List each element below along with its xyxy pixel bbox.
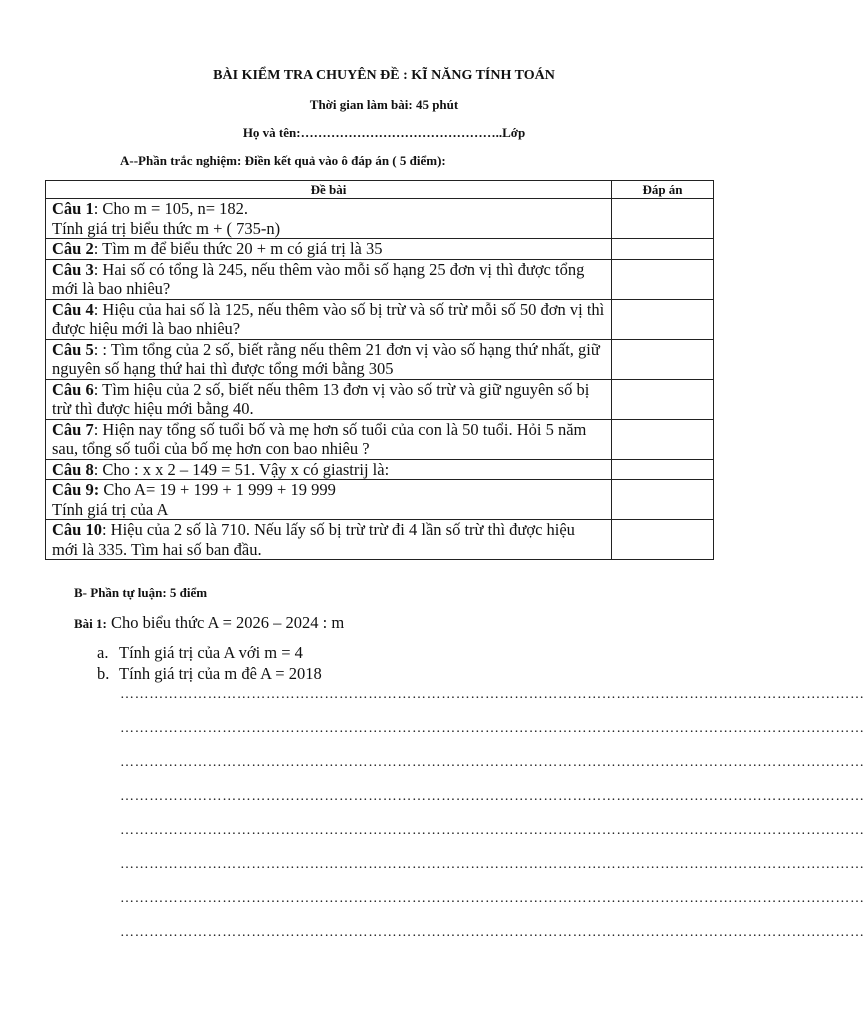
questions-table: [45, 180, 714, 560]
question-label: Câu 7: [52, 419, 94, 439]
answer-line[interactable]: ………………………………………………………………………………………………………………………………………: [120, 755, 865, 770]
question-cell: [46, 259, 612, 299]
answer-line[interactable]: ………………………………………………………………………………………………………………………………………: [120, 721, 865, 736]
item-b-marker: b.: [97, 664, 110, 683]
exercise-1-label: Bài 1:: [74, 616, 107, 631]
question-label: Câu 9:: [52, 480, 100, 499]
column-header-answer: Đáp án: [612, 181, 714, 199]
exercise-1-item-b: [97, 664, 322, 684]
column-header-question: Đề bài: [46, 181, 612, 199]
question-cell: [46, 199, 612, 239]
answer-cell[interactable]: [612, 299, 714, 339]
table-row: [46, 459, 714, 480]
question-label: Câu 5: [52, 339, 94, 359]
question-label: Câu 6: [52, 379, 94, 399]
exercise-1-text: Cho biểu thức A = 2026 – 2024 : m: [106, 613, 345, 632]
question-cell: [46, 339, 612, 379]
answer-line[interactable]: ………………………………………………………………………………………………………………………………………: [120, 823, 865, 838]
answer-cell[interactable]: [612, 459, 714, 480]
table-row: [46, 239, 714, 260]
question-label: Câu 2: [52, 239, 94, 258]
question-text: : : Tìm tổng của 2 số, biết rằng nếu thêm 21 đơn vị vào số hạng thứ nhất, giữ nguyên số hạng thứ hai thì được tổng mới bằng 305: [52, 339, 600, 378]
item-a-marker: a.: [97, 643, 109, 662]
question-text-line2: Tính giá trị biểu thức m + ( 735-n): [52, 218, 281, 238]
answer-cell[interactable]: [612, 259, 714, 299]
item-b-text: Tính giá trị của m đê A = 2018: [119, 664, 322, 683]
question-text-line2: Tính giá trị của A: [52, 499, 169, 519]
question-label: Câu 3: [52, 259, 94, 279]
question-cell: [46, 239, 612, 260]
answer-cell[interactable]: [612, 339, 714, 379]
table-row: [46, 259, 714, 299]
question-cell: [46, 419, 612, 459]
question-text: : Hiệu của hai số là 125, nếu thêm vào số bị trừ và số trừ mỗi số 50 đơn vị thì được hiệu mới là bao nhiêu?: [52, 299, 605, 338]
question-label: Câu 10: [52, 520, 102, 539]
answer-line[interactable]: ………………………………………………………………………………………………………………………………………: [120, 789, 865, 804]
question-label: Câu 8: [52, 459, 94, 479]
answer-line[interactable]: ………………………………………………………………………………………………………………………………………: [120, 891, 865, 906]
answer-cell[interactable]: [612, 520, 714, 560]
question-text: : Cho m = 105, n= 182.: [93, 199, 249, 218]
table-row: [46, 419, 714, 459]
table-row: [46, 299, 714, 339]
answer-line[interactable]: ………………………………………………………………………………………………………………………………………: [120, 925, 865, 940]
question-text: : Tìm hiệu của 2 số, biết nếu thêm 13 đơn vị vào số trừ và giữ nguyên số bị trừ thì được hiệu mới bằng 40.: [52, 379, 590, 418]
answer-cell[interactable]: [612, 419, 714, 459]
section-a-heading: A--Phần trắc nghiệm: Điền kết quả vào ô đáp án ( 5 điểm):: [120, 153, 446, 168]
table-row: [46, 520, 714, 560]
question-text: : Cho : x x 2 – 149 = 51. Vậy x có giastrij là:: [93, 459, 390, 479]
question-text: : Hiện nay tổng số tuổi bố và mẹ hơn số tuổi của con là 50 tuổi. Hỏi 5 năm sau, tổng số tuổi của bố mẹ hơn con bao nhiêu ?: [52, 419, 587, 458]
page-title: BÀI KIỂM TRA CHUYÊN ĐỀ : KĨ NĂNG TÍNH TOÁN: [213, 68, 555, 83]
question-cell: [46, 459, 612, 480]
question-text: : Hiệu của 2 số là 710. Nếu lấy số bị trừ trừ đi 4 lần số trừ thì được hiệu mới là 335. Tìm hai số ban đầu.: [52, 520, 575, 559]
answer-cell[interactable]: [612, 239, 714, 260]
question-cell: [46, 480, 612, 520]
table-row: [46, 480, 714, 520]
section-b-heading: B- Phần tự luận: 5 điểm: [74, 585, 208, 600]
answer-cell[interactable]: [612, 480, 714, 520]
time-limit: Thời gian làm bài: 45 phút: [309, 97, 459, 112]
question-cell: [46, 299, 612, 339]
question-text: : Tìm m để biểu thức 20 + m có giá trị là 35: [93, 239, 383, 258]
exercise-1-item-a: [97, 643, 303, 663]
question-text: : Hai số có tổng là 245, nếu thêm vào mỗi số hạng 25 đơn vị thì được tổng mới là bao nhiêu?: [52, 259, 585, 298]
exercise-1: [74, 613, 344, 633]
answer-line[interactable]: ………………………………………………………………………………………………………………………………………: [120, 857, 865, 872]
answer-cell[interactable]: [612, 199, 714, 239]
table-row: [46, 379, 714, 419]
table-row: [46, 339, 714, 379]
table-row: [46, 199, 714, 239]
answer-cell[interactable]: [612, 379, 714, 419]
table-header-row: [46, 181, 714, 199]
question-cell: [46, 520, 612, 560]
question-label: Câu 4: [52, 299, 94, 319]
question-label: Câu 1: [52, 199, 94, 218]
item-a-text: Tính giá trị của A với m = 4: [119, 643, 303, 662]
name-class-line: Họ và tên:………………………………………..Lớp: [242, 125, 526, 140]
answer-line[interactable]: ………………………………………………………………………………………………………………………………………: [120, 687, 865, 702]
question-text: Cho A= 19 + 199 + 1 999 + 19 999: [99, 480, 336, 499]
question-cell: [46, 379, 612, 419]
